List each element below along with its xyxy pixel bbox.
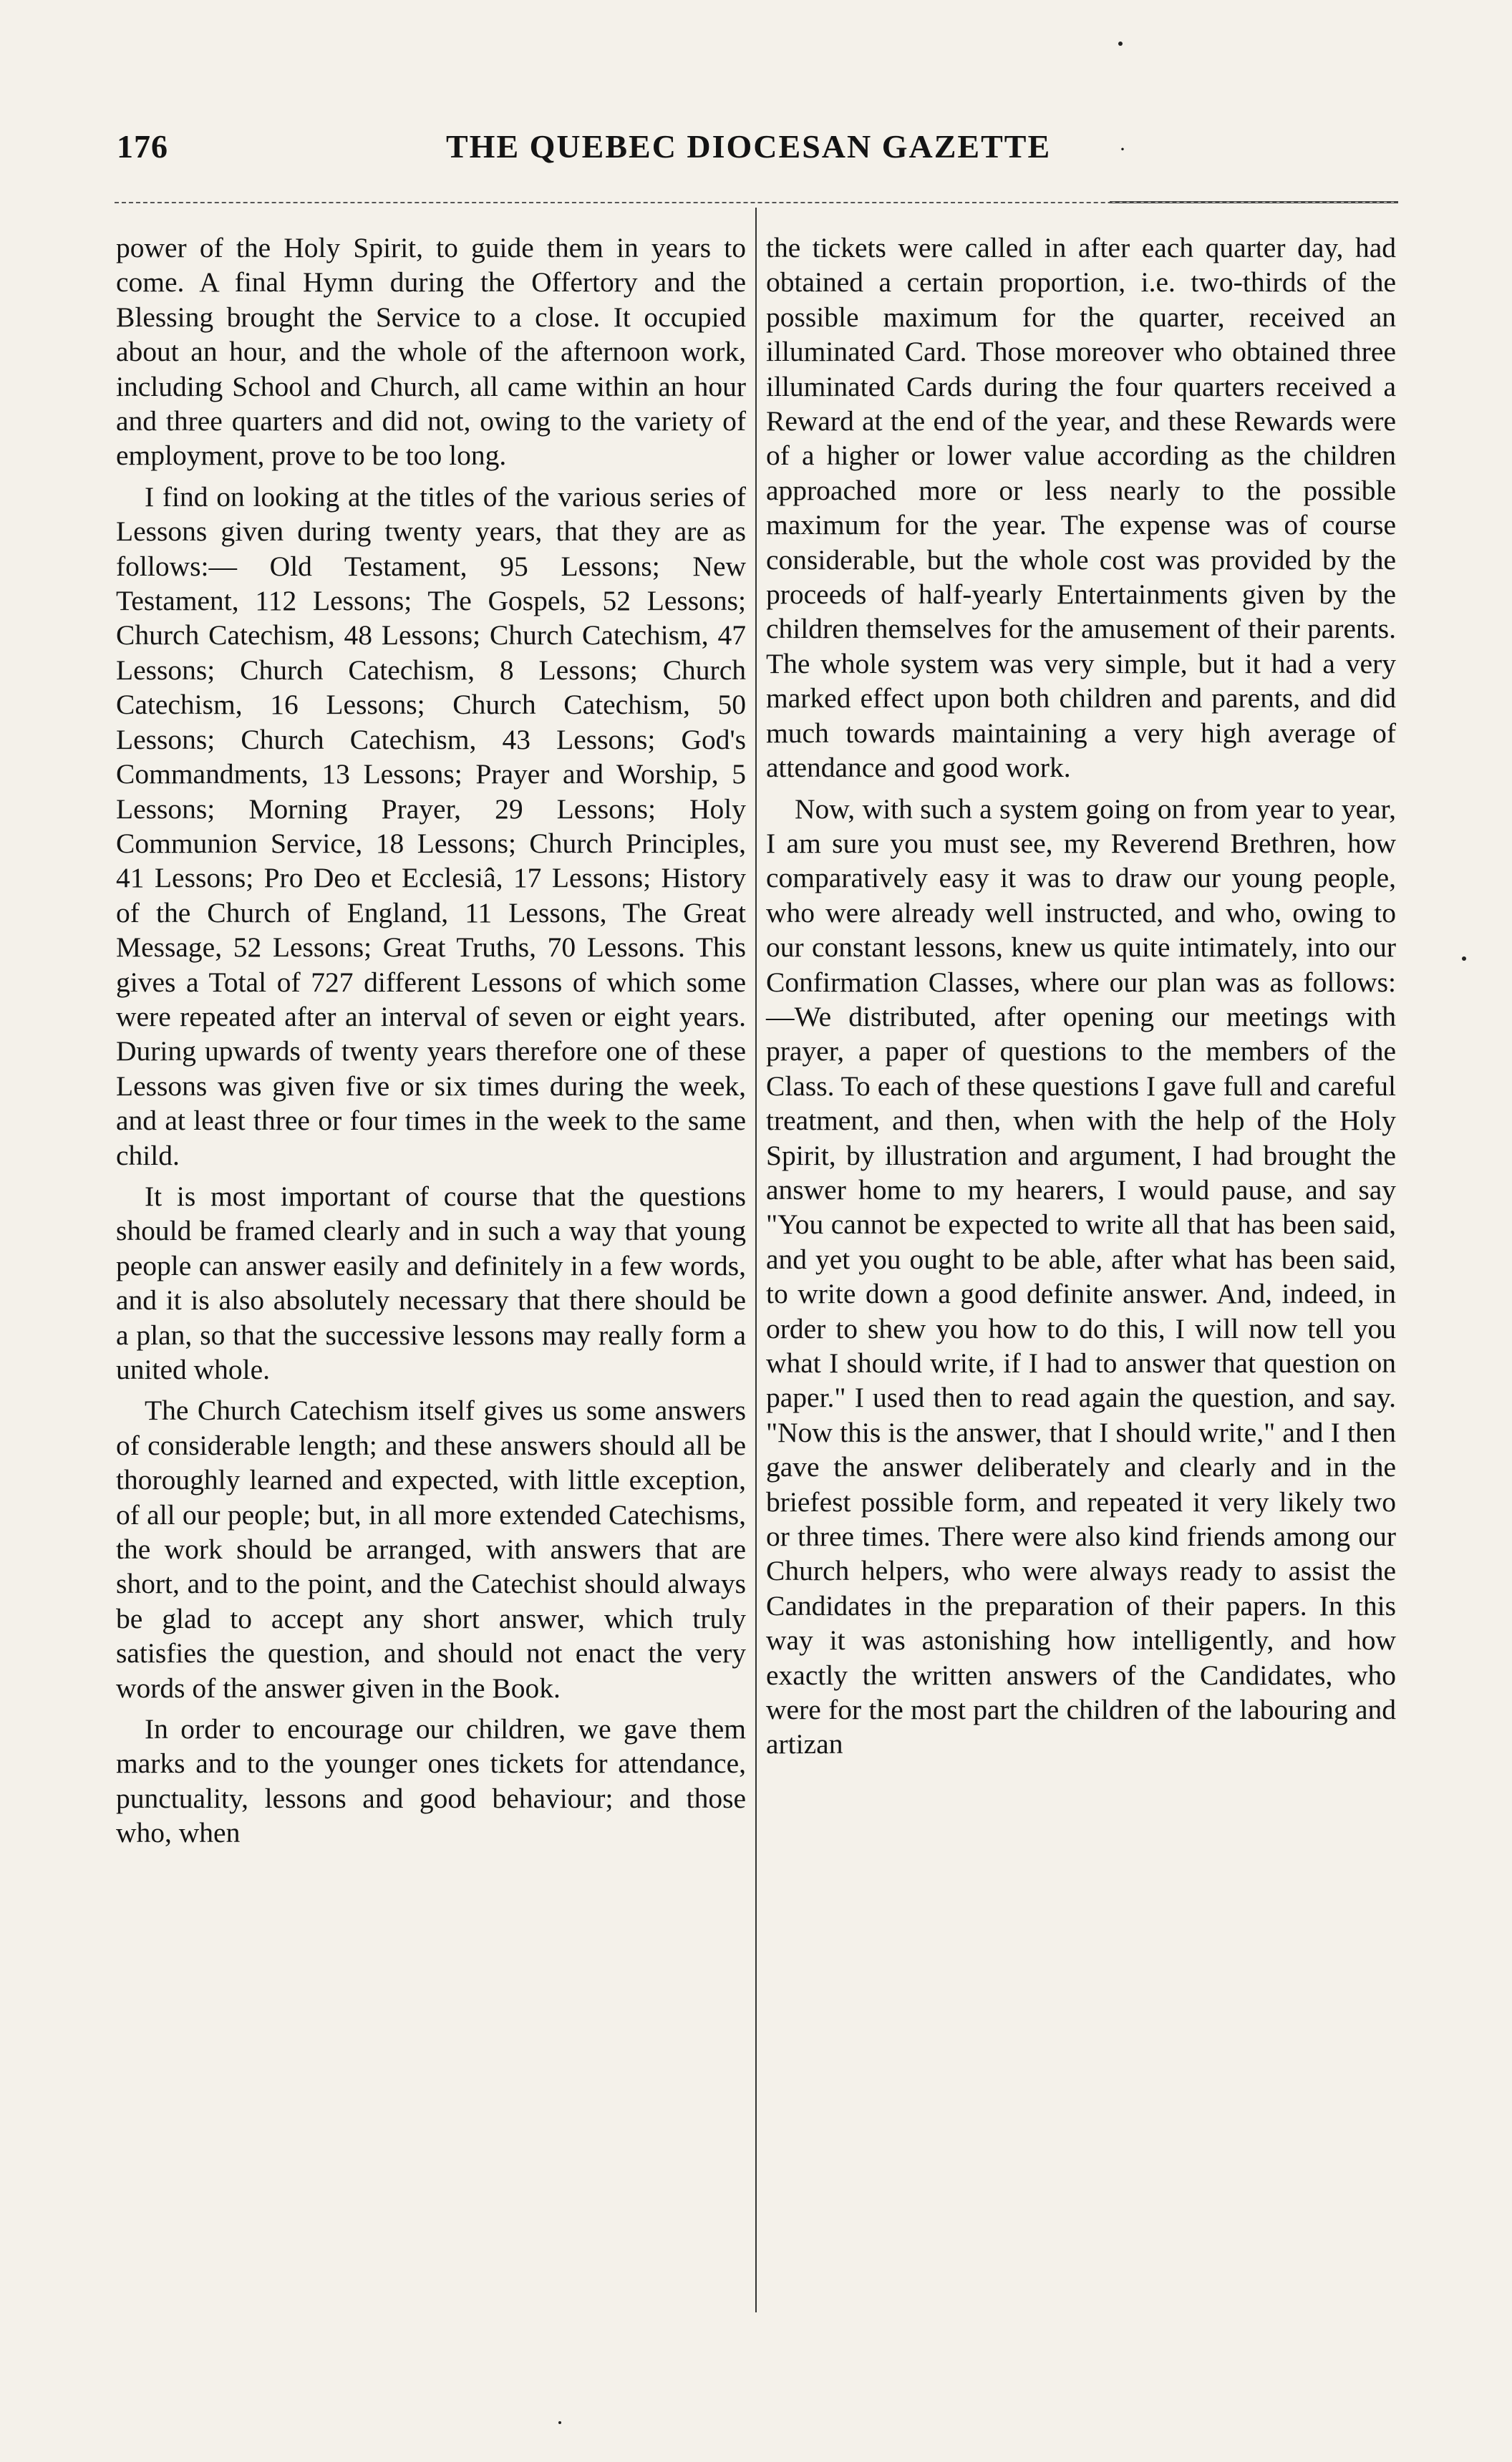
paragraph: power of the Holy Spirit, to guide them in years to come. A final Hymn during the Offertory and the Blessing brought the Service to a close. It occupied about an hour, and the whole of the afternoon work, including School and Church, all came within an hour and three quarters and did not, owing to the variety of employment, prove to be too long.	[116, 232, 746, 472]
paragraph: Now, with such a system going on from year to year, I am sure you must see, my Reverend Brethren, how comparatively easy it was to draw our young people, who were already well instructed, and who, owing to our constant lessons, knew us quite intimately, into our Confirmation Classes, where our plan was as follows:—We distributed, after opening our meetings with prayer, a paper of questions to the members of the Class. To each of these questions I gave full and careful treatment, and then, when with the help of the Holy Spirit, by illustration and argument, I had brought the answer home to my hearers, I would pause, and say "You cannot be expected to write all that has been said, and yet you ought to be able, after what has been said, to write down a good definite answer. And, indeed, in order to shew you how to do this, I will now tell you what I should write, if I had to answer that question on paper." I used then to read again the question, and say. "Now this is the answer, that I should write," and I then gave the answer deliberately and clearly and in the briefest possible form, and repeated it very likely two or three times. There were also kind friends among our Church helpers, who were always ready to assist the Candidates in the preparation of their papers. In this way it was astonishing how intelligently, and how exactly the written answers of the Candidates, who were for the most part the children of the labouring and artizan	[766, 793, 1396, 1760]
paragraph: The Church Catechism itself gives us some answers of considerable length; and these answers should all be thoroughly learned and expected, with little exception, of all our people; but, in all more extended Catechisms, the work should be arranged, with answers that are short, and to the point, and the Catechist should always be glad to accept any short answer, which truly satisfies the question, and should not enact the very words of the answer given in the Book.	[116, 1395, 746, 1704]
right-column	[766, 231, 1396, 1768]
gazette-title: THE QUEBEC DIOCESAN GAZETTE	[446, 128, 1052, 165]
print-speck	[558, 2421, 561, 2424]
header-rule-double	[1110, 201, 1398, 207]
print-speck	[1118, 42, 1123, 46]
paragraph: In order to encourage our children, we gave them marks and to the younger ones tickets for attendance, punctuality, lessons and good behaviour; and those who, when	[116, 1713, 746, 1849]
page-number: 176	[117, 128, 168, 165]
print-speck	[1462, 956, 1466, 961]
column-divider	[755, 208, 757, 2312]
paragraph: I find on looking at the titles of the various series of Lessons given during twenty years, that they are as follows:— Old Testament, 95 Lessons; New Testament, 112 Lessons; The Gospels, 52 Lessons; Church Catechism, 48 Lessons; Church Catechism, 47 Lessons; Church Catechism, 8 Lessons; Church Catechism, 16 Lessons; Church Catechism, 50 Lessons; Church Catechism, 43 Lessons; God's Commandments, 13 Lessons; Prayer and Worship, 5 Lessons; Morning Prayer, 29 Lessons; Holy Communion Service, 18 Lessons; Church Principles, 41 Lessons; Pro Deo et Ecclesiâ, 17 Lessons; History of the Church of England, 11 Lessons, The Great Message, 52 Lessons; Great Truths, 70 Lessons. This gives a Total of 727 different Lessons of which some were repeated after an interval of seven or eight years. During upwards of twenty years therefore one of these Lessons was given five or six times during the week, and at least three or four times in the week to the same child.	[116, 480, 746, 1171]
left-column	[116, 231, 746, 1857]
header-dot: ·	[1119, 137, 1126, 161]
paragraph: the tickets were called in after each quarter day, had obtained a certain proportion, i.e. two-thirds of the possible maximum for the quarter, received an illuminated Card. Those moreover who obtained three illuminated Cards during the four quarters received a Reward at the end of the year, and these Rewards were of a higher or lower value according as the children approached more or less nearly to the possible maximum for the year. The expense was of course considerable, but the whole cost was provided by the proceeds of half-yearly Entertainments given by the children themselves for the amusement of their parents. The whole system was very simple, but it had a very marked effect upon both children and parents, and did much towards maintaining a very high average of attendance and good work.	[766, 232, 1396, 784]
page-header	[117, 127, 1398, 178]
paragraph: It is most important of course that the questions should be framed clearly and in such a way that young people can answer easily and definitely in a few words, and it is also absolutely necessary that there should be a plan, so that the successive lessons may really form a united whole.	[116, 1180, 746, 1385]
